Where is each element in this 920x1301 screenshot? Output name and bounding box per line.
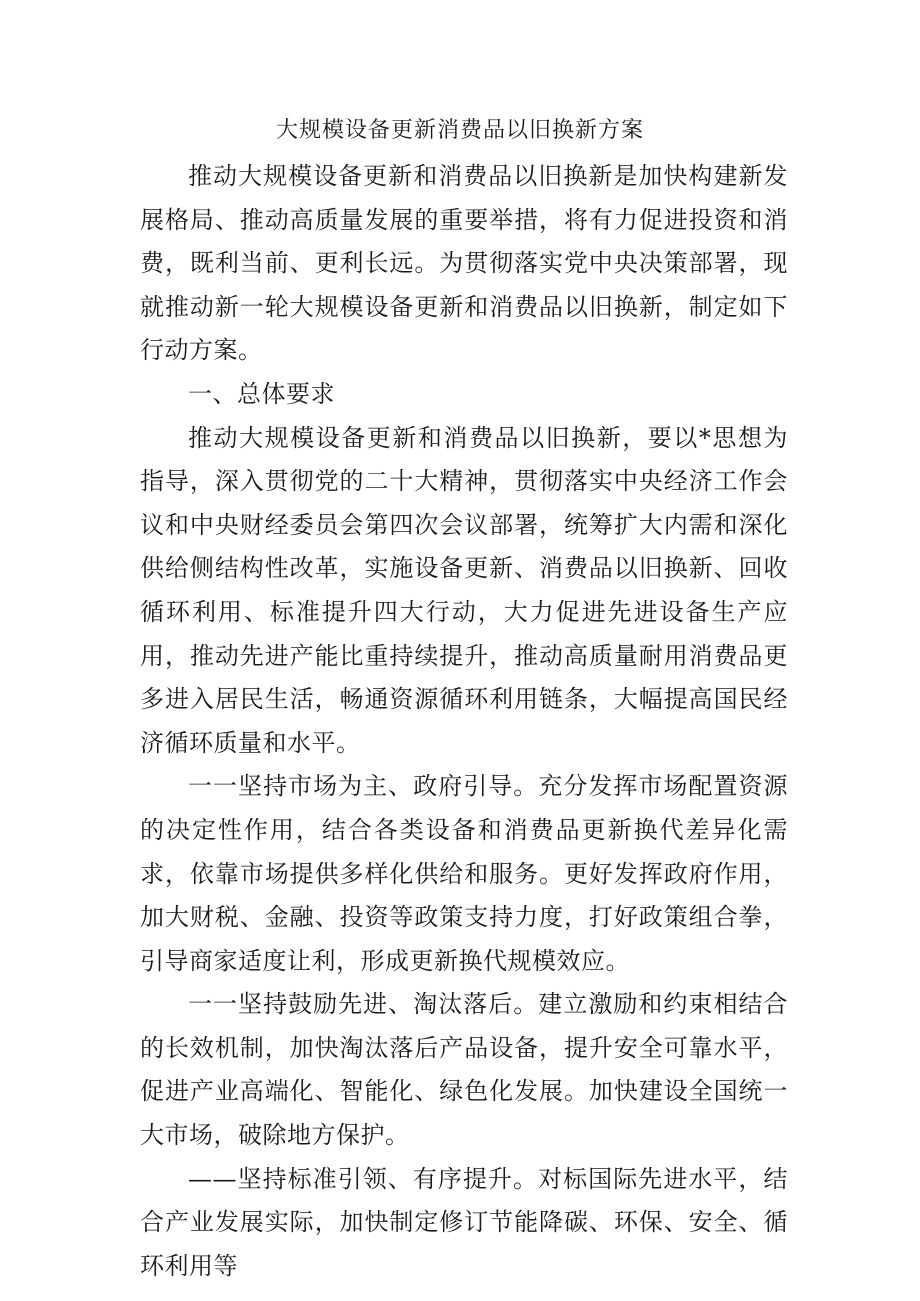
document-title: 大规模设备更新消费品以旧换新方案 bbox=[275, 118, 644, 143]
paragraph-principle-advanced: 一一坚持鼓励先进、淘汰落后。建立激励和约束相结合的长效机制，加快淘汰落后产品设备，提升安全可靠水平，促进产业高端化、智能化、绿色化发展。加快建设全国统一大市场，破除地方保护。 bbox=[140, 990, 788, 1150]
paragraph-general-requirements: 推动大规模设备更新和消费品以旧换新，要以*思想为指导，深入贯彻党的二十大精神，贯彻落实中央经济工作会议和中央财经委员会第四次会议部署，统筹扩大内需和深化供给侧结构性改革，实施设备更新、消费品以旧换新、回收循环利用、标准提升四大行动，大力促进先进设备生产应用，推动先进产能比重持续提升，推动高质量耐用消费品更多进入居民生活，畅通资源循环利用链条，大幅提高国民经济循环质量和水平。 bbox=[140, 423, 788, 757]
section-heading-general-requirements: 一、总体要求 bbox=[188, 379, 335, 408]
paragraph-principle-standards: ——坚持标准引领、有序提升。对标国际先进水平，结合产业发展实际，加快制定修订节能降碳、环保、安全、循环利用等 bbox=[140, 1164, 788, 1280]
paragraph-intro: 推动大规模设备更新和消费品以旧换新是加快构建新发展格局、推动高质量发展的重要举措，将有力促进投资和消费，既利当前、更利长远。为贯彻落实党中央决策部署，现就推动新一轮大规模设备更新和消费品以旧换新，制定如下行动方案。 bbox=[140, 162, 788, 365]
paragraph-principle-market: 一一坚持市场为主、政府引导。充分发挥市场配置资源的决定性作用，结合各类设备和消费品更新换代差异化需求，依靠市场提供多样化供给和服务。更好发挥政府作用，加大财税、金融、投资等政策支持力度，打好政策组合拳，引导商家适度让利，形成更新换代规模效应。 bbox=[140, 772, 788, 975]
document-body bbox=[140, 155, 788, 1288]
